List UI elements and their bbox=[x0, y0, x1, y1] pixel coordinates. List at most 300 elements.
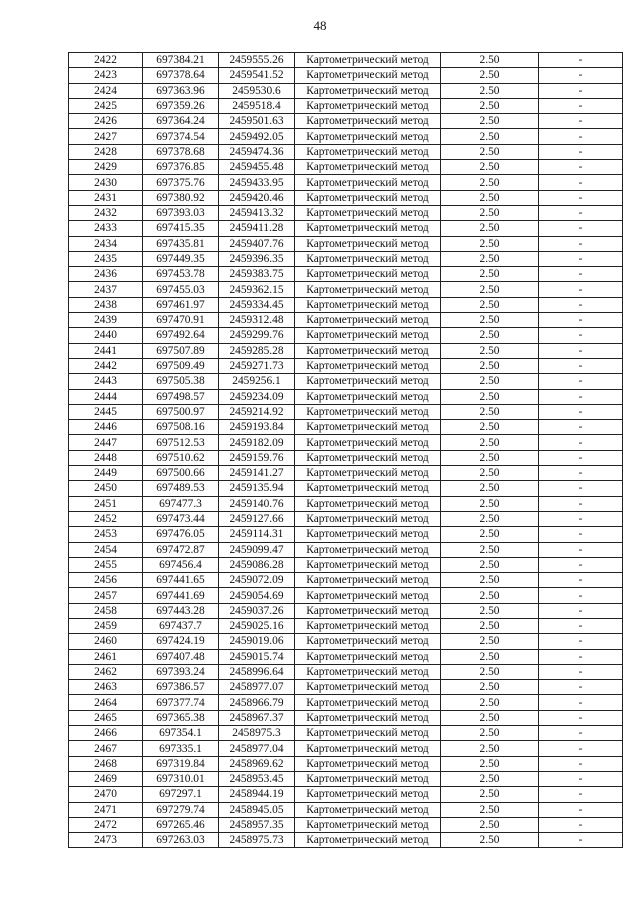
method-cell: Картометрический метод bbox=[295, 527, 441, 542]
method-cell: Картометрический метод bbox=[295, 221, 441, 236]
y-coordinate-cell: 2459433.95 bbox=[219, 175, 295, 190]
x-coordinate-cell: 697359.26 bbox=[143, 98, 219, 113]
table-row bbox=[69, 114, 623, 129]
x-coordinate-cell: 697476.05 bbox=[143, 527, 219, 542]
point-number-cell: 2451 bbox=[69, 496, 143, 511]
table-row bbox=[69, 542, 623, 557]
point-number-cell: 2450 bbox=[69, 481, 143, 496]
table-row bbox=[69, 129, 623, 144]
accuracy-cell: 2.50 bbox=[441, 466, 539, 481]
accuracy-cell: 2.50 bbox=[441, 588, 539, 603]
y-coordinate-cell: 2459501.63 bbox=[219, 114, 295, 129]
point-number-cell: 2469 bbox=[69, 771, 143, 786]
x-coordinate-cell: 697376.85 bbox=[143, 160, 219, 175]
accuracy-cell: 2.50 bbox=[441, 83, 539, 98]
y-coordinate-cell: 2459474.36 bbox=[219, 144, 295, 159]
x-coordinate-cell: 697510.62 bbox=[143, 450, 219, 465]
point-number-cell: 2422 bbox=[69, 53, 143, 68]
accuracy-cell: 2.50 bbox=[441, 420, 539, 435]
point-number-cell: 2462 bbox=[69, 664, 143, 679]
accuracy-cell: 2.50 bbox=[441, 802, 539, 817]
description-cell: - bbox=[539, 573, 623, 588]
y-coordinate-cell: 2459037.26 bbox=[219, 603, 295, 618]
table-row bbox=[69, 833, 623, 848]
accuracy-cell: 2.50 bbox=[441, 236, 539, 251]
table-row bbox=[69, 649, 623, 664]
method-cell: Картометрический метод bbox=[295, 160, 441, 175]
point-number-cell: 2459 bbox=[69, 618, 143, 633]
description-cell: - bbox=[539, 756, 623, 771]
method-cell: Картометрический метод bbox=[295, 129, 441, 144]
x-coordinate-cell: 697263.03 bbox=[143, 833, 219, 848]
description-cell: - bbox=[539, 144, 623, 159]
point-number-cell: 2423 bbox=[69, 68, 143, 83]
table-row bbox=[69, 389, 623, 404]
accuracy-cell: 2.50 bbox=[441, 664, 539, 679]
point-number-cell: 2465 bbox=[69, 710, 143, 725]
point-number-cell: 2458 bbox=[69, 603, 143, 618]
accuracy-cell: 2.50 bbox=[441, 710, 539, 725]
x-coordinate-cell: 697384.21 bbox=[143, 53, 219, 68]
method-cell: Картометрический метод bbox=[295, 511, 441, 526]
y-coordinate-cell: 2459214.92 bbox=[219, 404, 295, 419]
table-row bbox=[69, 343, 623, 358]
point-number-cell: 2471 bbox=[69, 802, 143, 817]
x-coordinate-cell: 697456.4 bbox=[143, 557, 219, 572]
point-number-cell: 2435 bbox=[69, 251, 143, 266]
accuracy-cell: 2.50 bbox=[441, 771, 539, 786]
table-row bbox=[69, 557, 623, 572]
description-cell: - bbox=[539, 160, 623, 175]
table-row bbox=[69, 496, 623, 511]
y-coordinate-cell: 2458969.62 bbox=[219, 756, 295, 771]
x-coordinate-cell: 697365.38 bbox=[143, 710, 219, 725]
x-coordinate-cell: 697319.84 bbox=[143, 756, 219, 771]
y-coordinate-cell: 2459193.84 bbox=[219, 420, 295, 435]
table-row bbox=[69, 741, 623, 756]
table-row bbox=[69, 83, 623, 98]
description-cell: - bbox=[539, 313, 623, 328]
accuracy-cell: 2.50 bbox=[441, 404, 539, 419]
x-coordinate-cell: 697363.96 bbox=[143, 83, 219, 98]
description-cell: - bbox=[539, 129, 623, 144]
accuracy-cell: 2.50 bbox=[441, 618, 539, 633]
method-cell: Картометрический метод bbox=[295, 313, 441, 328]
accuracy-cell: 2.50 bbox=[441, 68, 539, 83]
method-cell: Картометрический метод bbox=[295, 53, 441, 68]
y-coordinate-cell: 2459015.74 bbox=[219, 649, 295, 664]
description-cell: - bbox=[539, 833, 623, 848]
x-coordinate-cell: 697498.57 bbox=[143, 389, 219, 404]
y-coordinate-cell: 2459256.1 bbox=[219, 374, 295, 389]
x-coordinate-cell: 697407.48 bbox=[143, 649, 219, 664]
x-coordinate-cell: 697473.44 bbox=[143, 511, 219, 526]
accuracy-cell: 2.50 bbox=[441, 787, 539, 802]
description-cell: - bbox=[539, 817, 623, 832]
x-coordinate-cell: 697489.53 bbox=[143, 481, 219, 496]
accuracy-cell: 2.50 bbox=[441, 129, 539, 144]
point-number-cell: 2460 bbox=[69, 634, 143, 649]
point-number-cell: 2439 bbox=[69, 313, 143, 328]
method-cell: Картометрический метод bbox=[295, 695, 441, 710]
x-coordinate-cell: 697393.24 bbox=[143, 664, 219, 679]
point-number-cell: 2464 bbox=[69, 695, 143, 710]
method-cell: Картометрический метод bbox=[295, 802, 441, 817]
accuracy-cell: 2.50 bbox=[441, 53, 539, 68]
description-cell: - bbox=[539, 328, 623, 343]
table-row bbox=[69, 573, 623, 588]
method-cell: Картометрический метод bbox=[295, 205, 441, 220]
x-coordinate-cell: 697441.65 bbox=[143, 573, 219, 588]
y-coordinate-cell: 2459234.09 bbox=[219, 389, 295, 404]
x-coordinate-cell: 697393.03 bbox=[143, 205, 219, 220]
method-cell: Картометрический метод bbox=[295, 144, 441, 159]
y-coordinate-cell: 2459135.94 bbox=[219, 481, 295, 496]
description-cell: - bbox=[539, 267, 623, 282]
method-cell: Картометрический метод bbox=[295, 68, 441, 83]
accuracy-cell: 2.50 bbox=[441, 695, 539, 710]
x-coordinate-cell: 697441.69 bbox=[143, 588, 219, 603]
accuracy-cell: 2.50 bbox=[441, 358, 539, 373]
method-cell: Картометрический метод bbox=[295, 680, 441, 695]
accuracy-cell: 2.50 bbox=[441, 328, 539, 343]
y-coordinate-cell: 2459141.27 bbox=[219, 466, 295, 481]
accuracy-cell: 2.50 bbox=[441, 389, 539, 404]
table-row bbox=[69, 710, 623, 725]
method-cell: Картометрический метод bbox=[295, 603, 441, 618]
y-coordinate-cell: 2459492.05 bbox=[219, 129, 295, 144]
x-coordinate-cell: 697507.89 bbox=[143, 343, 219, 358]
y-coordinate-cell: 2458944.19 bbox=[219, 787, 295, 802]
accuracy-cell: 2.50 bbox=[441, 251, 539, 266]
method-cell: Картометрический метод bbox=[295, 267, 441, 282]
point-number-cell: 2438 bbox=[69, 297, 143, 312]
accuracy-cell: 2.50 bbox=[441, 114, 539, 129]
point-number-cell: 2445 bbox=[69, 404, 143, 419]
table-row bbox=[69, 144, 623, 159]
point-number-cell: 2436 bbox=[69, 267, 143, 282]
accuracy-cell: 2.50 bbox=[441, 557, 539, 572]
table-row bbox=[69, 466, 623, 481]
method-cell: Картометрический метод bbox=[295, 236, 441, 251]
point-number-cell: 2428 bbox=[69, 144, 143, 159]
table-row bbox=[69, 404, 623, 419]
table-row bbox=[69, 634, 623, 649]
x-coordinate-cell: 697310.01 bbox=[143, 771, 219, 786]
method-cell: Картометрический метод bbox=[295, 175, 441, 190]
y-coordinate-cell: 2459285.28 bbox=[219, 343, 295, 358]
description-cell: - bbox=[539, 420, 623, 435]
description-cell: - bbox=[539, 741, 623, 756]
x-coordinate-cell: 697354.1 bbox=[143, 726, 219, 741]
method-cell: Картометрический метод bbox=[295, 83, 441, 98]
point-number-cell: 2447 bbox=[69, 435, 143, 450]
method-cell: Картометрический метод bbox=[295, 343, 441, 358]
method-cell: Картометрический метод bbox=[295, 496, 441, 511]
y-coordinate-cell: 2459362.15 bbox=[219, 282, 295, 297]
y-coordinate-cell: 2459019.06 bbox=[219, 634, 295, 649]
accuracy-cell: 2.50 bbox=[441, 98, 539, 113]
point-number-cell: 2434 bbox=[69, 236, 143, 251]
accuracy-cell: 2.50 bbox=[441, 634, 539, 649]
method-cell: Картометрический метод bbox=[295, 726, 441, 741]
point-number-cell: 2457 bbox=[69, 588, 143, 603]
x-coordinate-cell: 697505.38 bbox=[143, 374, 219, 389]
description-cell: - bbox=[539, 83, 623, 98]
method-cell: Картометрический метод bbox=[295, 588, 441, 603]
accuracy-cell: 2.50 bbox=[441, 144, 539, 159]
x-coordinate-cell: 697449.35 bbox=[143, 251, 219, 266]
point-number-cell: 2452 bbox=[69, 511, 143, 526]
method-cell: Картометрический метод bbox=[295, 664, 441, 679]
method-cell: Картометрический метод bbox=[295, 374, 441, 389]
table-row bbox=[69, 695, 623, 710]
x-coordinate-cell: 697477.3 bbox=[143, 496, 219, 511]
y-coordinate-cell: 2459086.28 bbox=[219, 557, 295, 572]
description-cell: - bbox=[539, 98, 623, 113]
description-cell: - bbox=[539, 680, 623, 695]
method-cell: Картометрический метод bbox=[295, 98, 441, 113]
point-number-cell: 2446 bbox=[69, 420, 143, 435]
point-number-cell: 2463 bbox=[69, 680, 143, 695]
x-coordinate-cell: 697380.92 bbox=[143, 190, 219, 205]
x-coordinate-cell: 697492.64 bbox=[143, 328, 219, 343]
method-cell: Картометрический метод bbox=[295, 573, 441, 588]
point-number-cell: 2437 bbox=[69, 282, 143, 297]
description-cell: - bbox=[539, 771, 623, 786]
accuracy-cell: 2.50 bbox=[441, 741, 539, 756]
method-cell: Картометрический метод bbox=[295, 435, 441, 450]
y-coordinate-cell: 2458977.04 bbox=[219, 741, 295, 756]
description-cell: - bbox=[539, 481, 623, 496]
description-cell: - bbox=[539, 53, 623, 68]
x-coordinate-cell: 697453.78 bbox=[143, 267, 219, 282]
point-number-cell: 2426 bbox=[69, 114, 143, 129]
y-coordinate-cell: 2459530.6 bbox=[219, 83, 295, 98]
accuracy-cell: 2.50 bbox=[441, 374, 539, 389]
method-cell: Картометрический метод bbox=[295, 649, 441, 664]
point-number-cell: 2444 bbox=[69, 389, 143, 404]
table-row bbox=[69, 328, 623, 343]
description-cell: - bbox=[539, 511, 623, 526]
y-coordinate-cell: 2459159.76 bbox=[219, 450, 295, 465]
y-coordinate-cell: 2459182.09 bbox=[219, 435, 295, 450]
point-number-cell: 2466 bbox=[69, 726, 143, 741]
point-number-cell: 2448 bbox=[69, 450, 143, 465]
point-number-cell: 2427 bbox=[69, 129, 143, 144]
method-cell: Картометрический метод bbox=[295, 420, 441, 435]
accuracy-cell: 2.50 bbox=[441, 205, 539, 220]
point-number-cell: 2467 bbox=[69, 741, 143, 756]
description-cell: - bbox=[539, 251, 623, 266]
x-coordinate-cell: 697509.49 bbox=[143, 358, 219, 373]
description-cell: - bbox=[539, 649, 623, 664]
table-row bbox=[69, 98, 623, 113]
description-cell: - bbox=[539, 802, 623, 817]
accuracy-cell: 2.50 bbox=[441, 175, 539, 190]
y-coordinate-cell: 2458996.64 bbox=[219, 664, 295, 679]
x-coordinate-cell: 697500.66 bbox=[143, 466, 219, 481]
table-row bbox=[69, 267, 623, 282]
x-coordinate-cell: 697424.19 bbox=[143, 634, 219, 649]
accuracy-cell: 2.50 bbox=[441, 343, 539, 358]
accuracy-cell: 2.50 bbox=[441, 160, 539, 175]
table-row bbox=[69, 450, 623, 465]
table-row bbox=[69, 802, 623, 817]
description-cell: - bbox=[539, 374, 623, 389]
y-coordinate-cell: 2459541.52 bbox=[219, 68, 295, 83]
x-coordinate-cell: 697443.28 bbox=[143, 603, 219, 618]
table-row bbox=[69, 817, 623, 832]
accuracy-cell: 2.50 bbox=[441, 833, 539, 848]
accuracy-cell: 2.50 bbox=[441, 817, 539, 832]
accuracy-cell: 2.50 bbox=[441, 496, 539, 511]
method-cell: Картометрический метод bbox=[295, 114, 441, 129]
x-coordinate-cell: 697512.53 bbox=[143, 435, 219, 450]
x-coordinate-cell: 697472.87 bbox=[143, 542, 219, 557]
y-coordinate-cell: 2459334.45 bbox=[219, 297, 295, 312]
method-cell: Картометрический метод bbox=[295, 557, 441, 572]
description-cell: - bbox=[539, 343, 623, 358]
x-coordinate-cell: 697378.68 bbox=[143, 144, 219, 159]
table-row bbox=[69, 618, 623, 633]
x-coordinate-cell: 697265.46 bbox=[143, 817, 219, 832]
table-row bbox=[69, 511, 623, 526]
y-coordinate-cell: 2459299.76 bbox=[219, 328, 295, 343]
point-number-cell: 2456 bbox=[69, 573, 143, 588]
point-number-cell: 2449 bbox=[69, 466, 143, 481]
table-row bbox=[69, 175, 623, 190]
x-coordinate-cell: 697461.97 bbox=[143, 297, 219, 312]
x-coordinate-cell: 697279.74 bbox=[143, 802, 219, 817]
description-cell: - bbox=[539, 603, 623, 618]
point-number-cell: 2461 bbox=[69, 649, 143, 664]
y-coordinate-cell: 2459312.48 bbox=[219, 313, 295, 328]
y-coordinate-cell: 2459383.75 bbox=[219, 267, 295, 282]
table-row bbox=[69, 221, 623, 236]
method-cell: Картометрический метод bbox=[295, 542, 441, 557]
y-coordinate-cell: 2458967.37 bbox=[219, 710, 295, 725]
accuracy-cell: 2.50 bbox=[441, 435, 539, 450]
method-cell: Картометрический метод bbox=[295, 634, 441, 649]
description-cell: - bbox=[539, 297, 623, 312]
method-cell: Картометрический метод bbox=[295, 817, 441, 832]
accuracy-cell: 2.50 bbox=[441, 511, 539, 526]
table-row bbox=[69, 358, 623, 373]
description-cell: - bbox=[539, 466, 623, 481]
x-coordinate-cell: 697455.03 bbox=[143, 282, 219, 297]
method-cell: Картометрический метод bbox=[295, 389, 441, 404]
accuracy-cell: 2.50 bbox=[441, 282, 539, 297]
y-coordinate-cell: 2458977.07 bbox=[219, 680, 295, 695]
point-number-cell: 2441 bbox=[69, 343, 143, 358]
point-number-cell: 2440 bbox=[69, 328, 143, 343]
accuracy-cell: 2.50 bbox=[441, 313, 539, 328]
point-number-cell: 2431 bbox=[69, 190, 143, 205]
accuracy-cell: 2.50 bbox=[441, 527, 539, 542]
table-row bbox=[69, 68, 623, 83]
accuracy-cell: 2.50 bbox=[441, 450, 539, 465]
x-coordinate-cell: 697375.76 bbox=[143, 175, 219, 190]
description-cell: - bbox=[539, 618, 623, 633]
y-coordinate-cell: 2459455.48 bbox=[219, 160, 295, 175]
description-cell: - bbox=[539, 435, 623, 450]
description-cell: - bbox=[539, 389, 623, 404]
table-row bbox=[69, 664, 623, 679]
x-coordinate-cell: 697508.16 bbox=[143, 420, 219, 435]
y-coordinate-cell: 2459127.66 bbox=[219, 511, 295, 526]
point-number-cell: 2453 bbox=[69, 527, 143, 542]
table-row bbox=[69, 680, 623, 695]
description-cell: - bbox=[539, 68, 623, 83]
description-cell: - bbox=[539, 404, 623, 419]
description-cell: - bbox=[539, 695, 623, 710]
description-cell: - bbox=[539, 450, 623, 465]
method-cell: Картометрический метод bbox=[295, 741, 441, 756]
description-cell: - bbox=[539, 175, 623, 190]
x-coordinate-cell: 697364.24 bbox=[143, 114, 219, 129]
y-coordinate-cell: 2458957.35 bbox=[219, 817, 295, 832]
y-coordinate-cell: 2459407.76 bbox=[219, 236, 295, 251]
x-coordinate-cell: 697297.1 bbox=[143, 787, 219, 802]
y-coordinate-cell: 2459271.73 bbox=[219, 358, 295, 373]
y-coordinate-cell: 2459413.32 bbox=[219, 205, 295, 220]
table-row bbox=[69, 527, 623, 542]
table-row bbox=[69, 435, 623, 450]
point-number-cell: 2472 bbox=[69, 817, 143, 832]
table-row bbox=[69, 205, 623, 220]
accuracy-cell: 2.50 bbox=[441, 267, 539, 282]
x-coordinate-cell: 697435.81 bbox=[143, 236, 219, 251]
table-row bbox=[69, 787, 623, 802]
x-coordinate-cell: 697415.35 bbox=[143, 221, 219, 236]
point-number-cell: 2432 bbox=[69, 205, 143, 220]
method-cell: Картометрический метод bbox=[295, 328, 441, 343]
description-cell: - bbox=[539, 726, 623, 741]
table-row bbox=[69, 481, 623, 496]
point-number-cell: 2473 bbox=[69, 833, 143, 848]
y-coordinate-cell: 2459099.47 bbox=[219, 542, 295, 557]
method-cell: Картометрический метод bbox=[295, 481, 441, 496]
description-cell: - bbox=[539, 634, 623, 649]
accuracy-cell: 2.50 bbox=[441, 603, 539, 618]
description-cell: - bbox=[539, 527, 623, 542]
description-cell: - bbox=[539, 358, 623, 373]
method-cell: Картометрический метод bbox=[295, 618, 441, 633]
description-cell: - bbox=[539, 557, 623, 572]
method-cell: Картометрический метод bbox=[295, 282, 441, 297]
y-coordinate-cell: 2458966.79 bbox=[219, 695, 295, 710]
accuracy-cell: 2.50 bbox=[441, 756, 539, 771]
point-number-cell: 2470 bbox=[69, 787, 143, 802]
table-row bbox=[69, 603, 623, 618]
accuracy-cell: 2.50 bbox=[441, 481, 539, 496]
description-cell: - bbox=[539, 588, 623, 603]
method-cell: Картометрический метод bbox=[295, 466, 441, 481]
accuracy-cell: 2.50 bbox=[441, 297, 539, 312]
description-cell: - bbox=[539, 236, 623, 251]
y-coordinate-cell: 2458953.45 bbox=[219, 771, 295, 786]
table-row bbox=[69, 420, 623, 435]
method-cell: Картометрический метод bbox=[295, 771, 441, 786]
x-coordinate-cell: 697386.57 bbox=[143, 680, 219, 695]
method-cell: Картометрический метод bbox=[295, 404, 441, 419]
y-coordinate-cell: 2459140.76 bbox=[219, 496, 295, 511]
description-cell: - bbox=[539, 282, 623, 297]
method-cell: Картометрический метод bbox=[295, 450, 441, 465]
page-number: 48 bbox=[313, 18, 327, 33]
table-row bbox=[69, 756, 623, 771]
